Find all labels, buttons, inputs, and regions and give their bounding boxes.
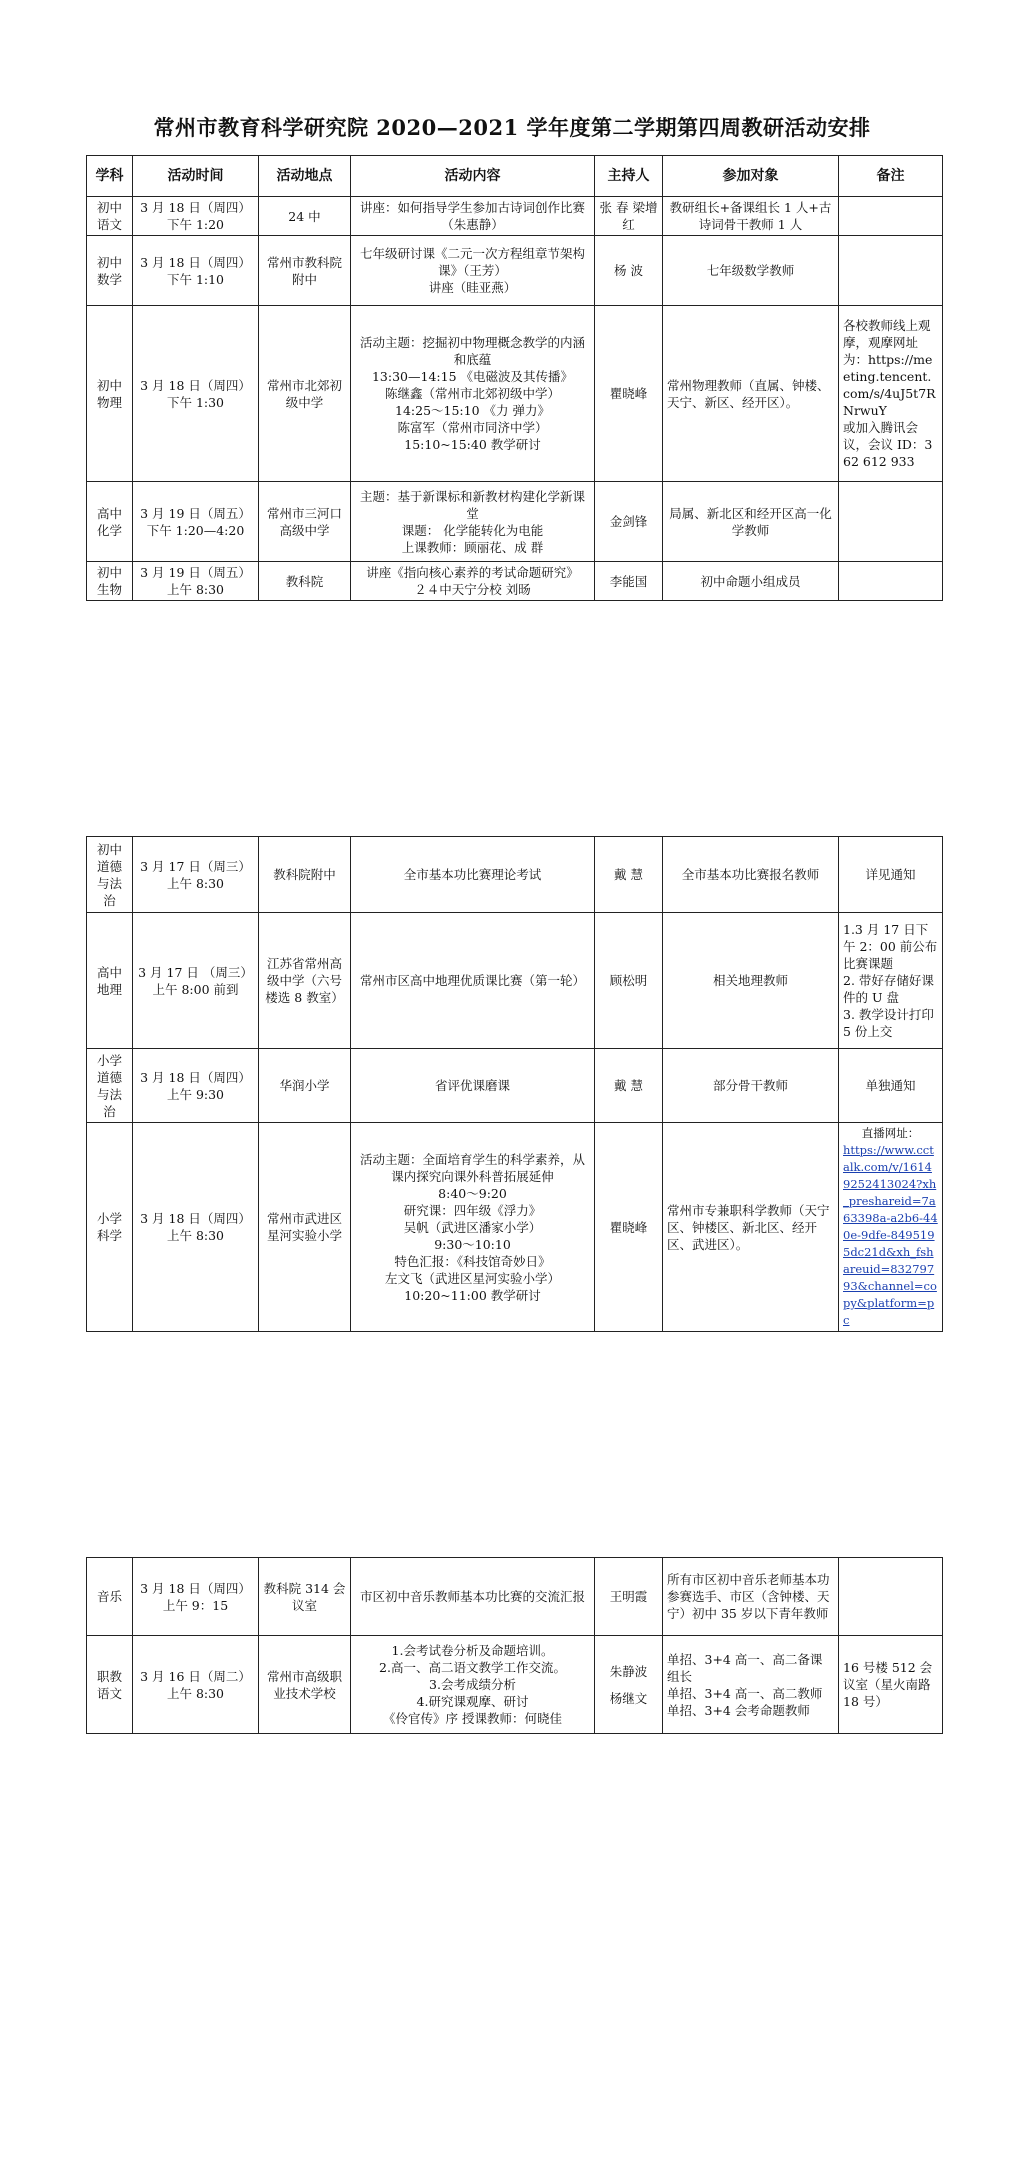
- cell-note: [839, 306, 943, 482]
- header-subject: 学科: [87, 156, 133, 197]
- cell-note: 16 号楼 512 会议室（星火南路 18 号）: [839, 1636, 943, 1734]
- cell-host: 戴 慧: [595, 1049, 663, 1123]
- cell-content: [351, 197, 595, 236]
- cell-subject: 初中物理: [87, 306, 133, 482]
- cell-attendees: 初中命题小组成员: [663, 562, 839, 601]
- host-line: 杨继文: [609, 1690, 648, 1706]
- content-line: 七年级研讨课《二元一次方程组章节架构课》（王芳）: [359, 246, 585, 278]
- cell-time: 3 月 17 日（周三）上午 8:30: [133, 837, 259, 913]
- note-label: 直播网址：: [861, 1126, 920, 1140]
- cell-host: 戴 慧: [595, 837, 663, 913]
- cell-host: 张 春 梁增红: [595, 197, 663, 236]
- content-line: 3.会考成绩分析: [429, 1677, 516, 1692]
- content-line: 左文飞（武进区星河实验小学）: [384, 1270, 560, 1286]
- table-row: [87, 1049, 943, 1123]
- cell-content: [351, 306, 595, 482]
- cell-time: 3 月 18 日（周四）上午 8:30: [133, 1123, 259, 1332]
- schedule-table-1: [86, 155, 943, 601]
- content-line: 讲座（眭亚燕）: [428, 280, 517, 295]
- cell-time: 3 月 17 日 （周三）上午 8:00 前到: [133, 913, 259, 1049]
- table-row: [87, 1123, 943, 1332]
- content-line: 陈富军（常州市同济中学）: [397, 420, 548, 435]
- attendee-line: 单招、3+4 高一、高二教师: [667, 1685, 823, 1701]
- content-line: 讲座：如何指导学生参加古诗词创作比赛（朱惠静）: [359, 200, 585, 232]
- cell-note: [839, 837, 943, 913]
- cell-time: 3 月 18 日（周四）下午 1:10: [133, 236, 259, 306]
- cell-host: 金剑锋: [595, 482, 663, 562]
- cell-host: 李能国: [595, 562, 663, 601]
- cell-place: 常州市高级职业技术学校: [259, 1636, 351, 1734]
- cell-subject: 初中数学: [87, 236, 133, 306]
- cell-attendees: 相关地理教师: [663, 913, 839, 1049]
- cell-content: [351, 1049, 595, 1123]
- note-line: 2. 带好存储好课件的 U 盘: [843, 973, 934, 1005]
- note-line: 或加入腾讯会议，会议 ID：362 612 933: [843, 420, 933, 469]
- table-row: [87, 837, 943, 913]
- cell-note: [839, 1558, 943, 1636]
- content-line: ２４中天宁分校 刘旸: [414, 582, 531, 597]
- schedule-table-3: [86, 1557, 943, 1734]
- header-host: 主持人: [595, 156, 663, 197]
- page-title: 常州市教育科学研究院 2020—2021 学年度第二学期第四周教研活动安排: [153, 115, 871, 140]
- content-line: 特色汇报：《科技馆奇妙日》: [394, 1253, 551, 1269]
- attendee-line: 单招、3+4 高一、高二备课组长: [667, 1651, 823, 1684]
- header-place: 活动地点: [259, 156, 351, 197]
- cell-subject: 小学道德与法治: [87, 1049, 133, 1123]
- cell-content: [351, 837, 595, 913]
- content-line: 常州市区高中地理优质课比赛（第一轮）: [359, 973, 585, 988]
- cell-note: [839, 197, 943, 236]
- cell-place: 教科院附中: [259, 837, 351, 913]
- table-row: [87, 1636, 943, 1734]
- content-line: 8:40～9:20: [438, 1185, 507, 1201]
- table-row: [87, 482, 943, 562]
- cell-attendees: 局属、新北区和经开区高一化学教师: [663, 482, 839, 562]
- cell-note: [839, 1049, 943, 1123]
- cell-subject: 小学科学: [87, 1123, 133, 1332]
- live-stream-link[interactable]: https://www.cctalk.com/v/16149252413024?xh_preshareid=7a63398a-a2b6-440e-9dfe-8495195dc21d&xh_fshareuid=83279793&channel=copy&platform=pc: [843, 1143, 938, 1327]
- content-line: 上课教师：顾丽花、成 群: [401, 539, 544, 555]
- cell-time: 3 月 18 日（周四）上午 9：15: [133, 1558, 259, 1636]
- cell-content: [351, 236, 595, 306]
- content-line: 15:10~15:40 教学研讨: [404, 437, 541, 452]
- cell-content: [351, 482, 595, 562]
- content-line: 研究课：四年级《浮力》: [403, 1202, 542, 1218]
- cell-note: [839, 913, 943, 1049]
- cell-place: 教科院 314 会议室: [259, 1558, 351, 1636]
- cell-subject: 初中语文: [87, 197, 133, 236]
- table-row: [87, 913, 943, 1049]
- cell-place: 常州市武进区星河实验小学: [259, 1123, 351, 1332]
- cell-subject: 初中生物: [87, 562, 133, 601]
- cell-host: 杨 波: [595, 236, 663, 306]
- cell-time: 3 月 16 日（周二）上午 8:30: [133, 1636, 259, 1734]
- cell-note: [839, 236, 943, 306]
- content-line: 2.高一、高二语文教学工作交流。: [379, 1660, 566, 1675]
- cell-subject: 高中化学: [87, 482, 133, 562]
- content-line: 全市基本功比赛理论考试: [403, 867, 542, 882]
- header-content: 活动内容: [351, 156, 595, 197]
- content-line: 吴帆（武进区潘家小学）: [403, 1219, 542, 1235]
- cell-note: [839, 1123, 943, 1332]
- cell-attendees: 常州市专兼职科学教师（天宁区、钟楼区、新北区、经开区、武进区）。: [663, 1123, 839, 1332]
- cell-attendees: 部分骨干教师: [663, 1049, 839, 1123]
- table-row: [87, 306, 943, 482]
- cell-time: 3 月 18 日（周四）上午 9:30: [133, 1049, 259, 1123]
- cell-place: 常州市三河口高级中学: [259, 482, 351, 562]
- table-header-row: [87, 156, 943, 197]
- cell-subject: 音乐: [87, 1558, 133, 1636]
- cell-content: [351, 913, 595, 1049]
- content-line: 主题：基于新课标和新教材构建化学新课堂: [359, 488, 585, 521]
- cell-time: 3 月 18 日（周四）下午 1:20: [133, 197, 259, 236]
- cell-place: 24 中: [259, 197, 351, 236]
- content-line: 讲座《指向核心素养的考试命题研究》: [366, 565, 579, 580]
- cell-attendees: [663, 1636, 839, 1734]
- cell-content: [351, 1558, 595, 1636]
- header-note: 备注: [839, 156, 943, 197]
- cell-host: [595, 1558, 663, 1636]
- cell-attendees: 教研组长+备课组长 1 人+古诗词骨干教师 1 人: [663, 197, 839, 236]
- cell-place: 江苏省常州高级中学（六号楼选 8 教室）: [259, 913, 351, 1049]
- attendee-line: 所有市区初中音乐老师基本功参赛选手、市区（含钟楼、天宁）初中 35 岁以下青年教师: [667, 1572, 830, 1621]
- cell-host: [595, 1636, 663, 1734]
- cell-attendees: 全市基本功比赛报名教师: [663, 837, 839, 913]
- cell-host: 顾松明: [595, 913, 663, 1049]
- content-line: 14:25～15:10 《力 弹力》: [395, 403, 550, 418]
- cell-host: 瞿晓峰: [595, 306, 663, 482]
- cell-note: [839, 482, 943, 562]
- cell-content: [351, 1636, 595, 1734]
- note-line: 详见通知: [865, 867, 916, 882]
- cell-host: 瞿晓峰: [595, 1123, 663, 1332]
- table-row: [87, 236, 943, 306]
- table-row: [87, 1558, 943, 1636]
- content-line: 课题： 化学能转化为电能: [401, 522, 544, 538]
- schedule-table-2: [86, 836, 943, 1332]
- content-line: 活动主题：挖掘初中物理概念教学的内涵和底蕴: [359, 335, 585, 367]
- cell-subject: 高中地理: [87, 913, 133, 1049]
- note-line: 3. 教学设计打印 5 份上交: [843, 1007, 934, 1039]
- host-line: 王明霞: [609, 1589, 648, 1604]
- note-line: 单独通知: [865, 1078, 916, 1093]
- cell-subject: 初中道德与法治: [87, 837, 133, 913]
- content-line: 9:30～10:10: [434, 1236, 511, 1252]
- cell-content: [351, 1123, 595, 1332]
- cell-place: 常州市教科院附中: [259, 236, 351, 306]
- cell-place: 华润小学: [259, 1049, 351, 1123]
- cell-attendees: [663, 1558, 839, 1636]
- note-line: 各校教师线上观摩，观摩网址为：https://meeting.tencent.com/s/4uJ5t7RNrwuY: [843, 318, 936, 418]
- content-line: 13:30—14:15 《电磁波及其传播》: [371, 369, 574, 384]
- cell-note: [839, 562, 943, 601]
- content-line: 10:20~11:00 教学研讨: [404, 1287, 541, 1303]
- cell-subject: 职教语文: [87, 1636, 133, 1734]
- header-attendees: 参加对象: [663, 156, 839, 197]
- cell-attendees: 常州物理教师（直属、钟楼、天宁、新区、经开区）。: [663, 306, 839, 482]
- cell-time: 3 月 19 日（周五）上午 8:30: [133, 562, 259, 601]
- content-line: 4.研究课观摩、研讨: [416, 1694, 529, 1709]
- content-line: 陈继鑫（常州市北郊初级中学）: [384, 386, 560, 401]
- cell-time: 3 月 18 日（周四）下午 1:30: [133, 306, 259, 482]
- cell-place: 教科院: [259, 562, 351, 601]
- content-line: 1.会考试卷分析及命题培训。: [391, 1643, 554, 1658]
- table-row: [87, 197, 943, 236]
- content-line: 省评优课磨课: [434, 1078, 510, 1093]
- cell-time: 3 月 19 日（周五）下午 1:20—4:20: [133, 482, 259, 562]
- content-line: 市区初中音乐教师基本功比赛的交流汇报: [359, 1589, 585, 1604]
- host-line: 朱静波: [609, 1663, 648, 1679]
- content-line: 《伶官传》序 授课教师：何晓佳: [383, 1711, 562, 1726]
- header-time: 活动时间: [133, 156, 259, 197]
- cell-content: [351, 562, 595, 601]
- table-row: [87, 562, 943, 601]
- note-line: 1.3 月 17 日下午 2：00 前公布比赛课题: [843, 922, 938, 971]
- cell-attendees: 七年级数学教师: [663, 236, 839, 306]
- attendee-line: 单招、3+4 会考命题教师: [667, 1702, 810, 1718]
- content-line: 活动主题：全面培育学生的科学素养，从课内探究向课外科普拓展延伸: [359, 1151, 585, 1184]
- cell-place: 常州市北郊初级中学: [259, 306, 351, 482]
